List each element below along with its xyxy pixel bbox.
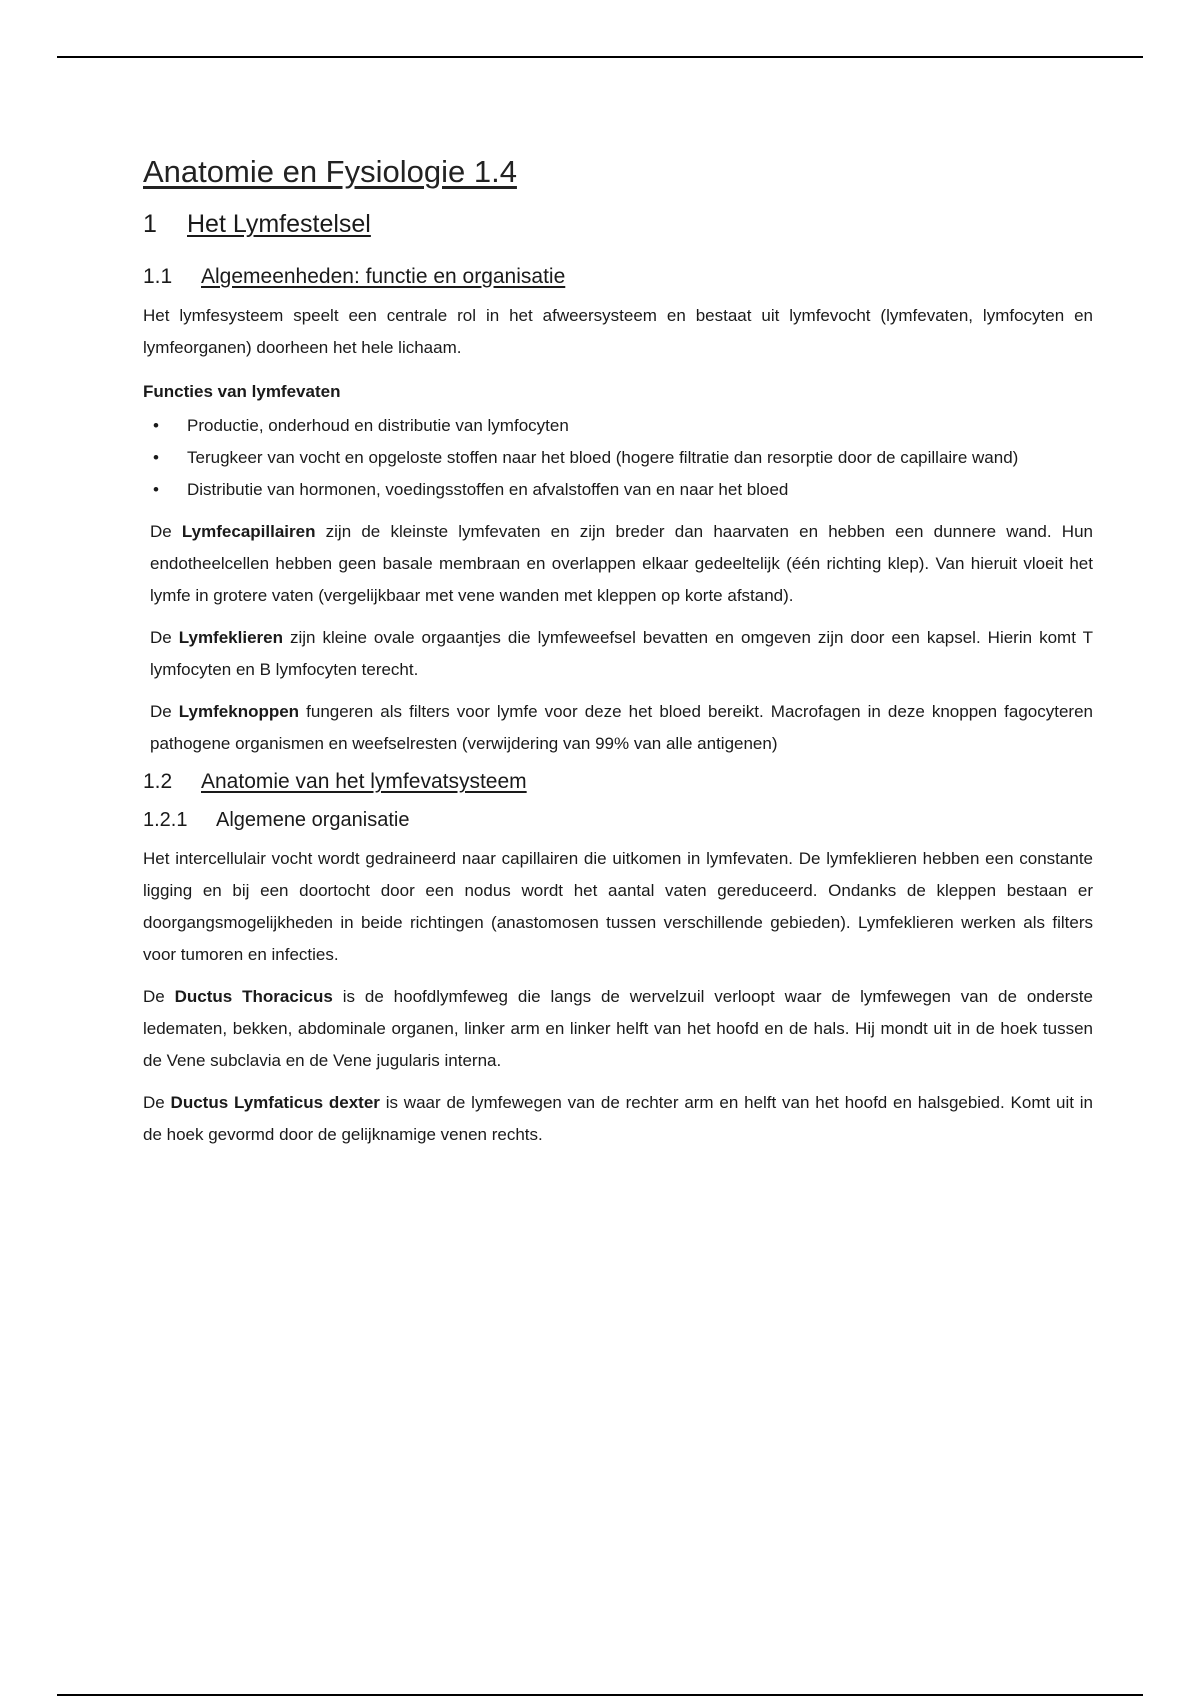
paragraph-lead: De xyxy=(143,1093,171,1113)
bullet: • xyxy=(153,416,159,436)
list-item xyxy=(143,474,1093,506)
section-heading-1-1 xyxy=(143,263,1093,290)
lymphcapillaries-paragraph xyxy=(143,516,1093,612)
paragraph-text: fungeren als filters voor lymfe voor deze het bloed bereikt. Macrofagen in deze knoppen fagocyteren pathogene organismen en weefselresten (verwijdering van 99% van alle antigenen) xyxy=(150,702,1093,754)
paragraph-lead: De xyxy=(150,522,182,542)
term-lymfeknoppen: Lymfeknoppen xyxy=(178,702,300,722)
top-rule xyxy=(57,56,1143,58)
list-item-text: Distributie van hormonen, voedingsstoffen en afvalstoffen van en naar het bloed xyxy=(187,480,789,500)
chapter-title: Het Lymfestelsel xyxy=(187,210,371,239)
section-heading-1-2 xyxy=(143,768,1093,795)
paragraph-text: is de hoofdlymfeweg die langs de wervelzuil verloopt waar de lymfewegen van de onderste ledematen, bekken, abdominale organen, linker arm en linker helft van het hoofd en de hals. Hij mondt uit in de hoek tussen de Vene subclavia en de Vene jugularis interna. xyxy=(143,987,1093,1071)
lymphnodes-paragraph xyxy=(143,622,1093,686)
bullet: • xyxy=(153,448,159,468)
functions-label: Functies van lymfevaten xyxy=(143,382,341,402)
subsection-number: 1.2.1 xyxy=(143,809,188,832)
chapter-heading xyxy=(143,208,1093,241)
list-item xyxy=(143,410,1093,442)
section-number: 1.1 xyxy=(143,264,173,288)
ductus-thoracicus-paragraph xyxy=(143,981,1093,1077)
section-number: 1.2 xyxy=(143,770,173,794)
organisation-paragraph: Het intercellulair vocht wordt gedraineerd naar capillairen die uitkomen in lymfevaten. De lymfeklieren hebben een constante ligging en bij een doortocht door een nodus wordt het aantal vaten gereduceerd. Ondanks de kleppen bestaan er doorgangsmogelijkheden in beide richtingen (anastomosen tussen verschillende gebieden). Lymfeklieren werken als filters voor tumoren en infecties. xyxy=(143,849,1093,965)
bullet: • xyxy=(153,480,159,500)
section-title: Algemeenheden: functie en organisatie xyxy=(201,264,566,288)
paragraph-text: is waar de lymfewegen van de rechter arm en helft van het hoofd en halsgebied. Komt uit in de hoek gevormd door de gelijknamige venen rechts. xyxy=(143,1093,1093,1145)
paragraph-lead: De xyxy=(143,987,175,1007)
term-lymfeklieren: Lymfeklieren xyxy=(178,628,283,648)
list-item xyxy=(143,442,1093,474)
term-ductus-lymfaticus-dexter: Ductus Lymfaticus dexter xyxy=(170,1093,380,1113)
ductus-lymfaticus-paragraph xyxy=(143,1087,1093,1151)
paragraph-lead: De xyxy=(150,628,179,648)
subsection-heading-1-2-1 xyxy=(143,807,1093,833)
bottom-rule xyxy=(57,1694,1143,1696)
section-title: Anatomie van het lymfevatsysteem xyxy=(201,770,527,794)
lymphknots-paragraph xyxy=(143,696,1093,760)
term-lymfecapillairen: Lymfecapillairen xyxy=(181,522,316,542)
list-item-text: Terugkeer van vocht en opgeloste stoffen naar het bloed (hogere filtratie dan resorptie door de capillaire wand) xyxy=(187,448,1019,468)
intro-paragraph: Het lymfesysteem speelt een centrale rol in het afweersysteem en bestaat uit lymfevocht (lymfevaten, lymfocyten en lymfeorganen) doorheen het hele lichaam. xyxy=(143,306,1093,358)
functions-list xyxy=(143,410,1093,506)
chapter-number: 1 xyxy=(143,210,157,239)
list-item-text: Productie, onderhoud en distributie van lymfocyten xyxy=(187,416,569,436)
subsection-title: Algemene organisatie xyxy=(216,809,410,832)
document-title: Anatomie en Fysiologie 1.4 xyxy=(143,154,517,189)
paragraph-text: zijn de kleinste lymfevaten en zijn breder dan haarvaten en hebben een dunnere wand. Hun endotheelcellen hebben geen basale membraan en overlappen elkaar gedeeltelijk (één richting klep). Van hieruit vloeit het lymfe in grotere vaten (vergelijkbaar met vene wanden met kleppen op korte afstand). xyxy=(150,522,1093,606)
term-ductus-thoracicus: Ductus Thoracicus xyxy=(174,987,333,1007)
paragraph-lead: De xyxy=(150,702,179,722)
paragraph-text: zijn kleine ovale orgaantjes die lymfeweefsel bevatten en omgeven zijn door een kapsel. Hierin komt T lymfocyten en B lymfocyten terecht. xyxy=(150,628,1093,680)
document-page xyxy=(143,140,1093,1151)
